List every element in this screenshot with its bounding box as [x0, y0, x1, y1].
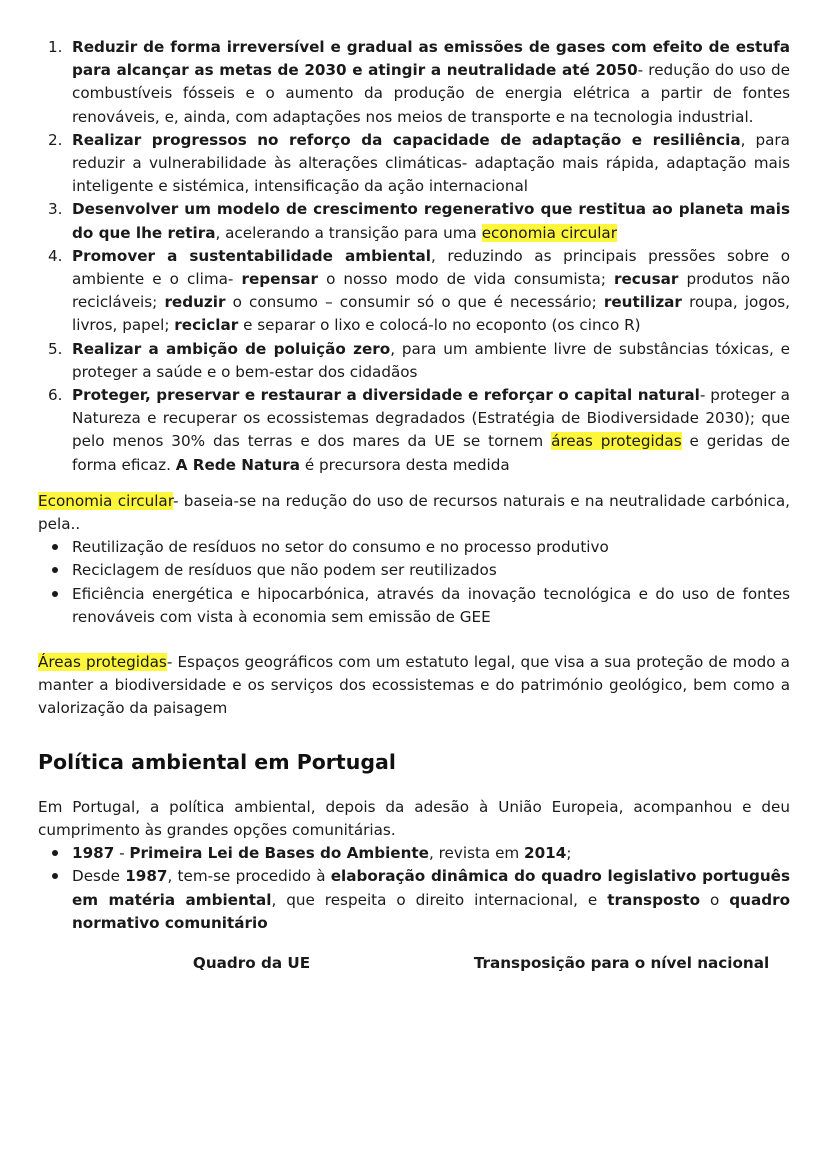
- bold-term: repensar: [241, 270, 319, 289]
- goal-item-4: [38, 245, 790, 338]
- list-item: [38, 559, 790, 582]
- list-item-text: , que respeita o direito internacional, e: [271, 890, 608, 909]
- goal-title: Realizar a ambição de poluição zero: [72, 339, 391, 358]
- bold-term: 1987: [72, 844, 115, 863]
- definition-text: - Espaços geográficos com um estatuto legal, que visa a sua proteção de modo a manter a biodiversidade e os serviços dos ecossistemas e do património geológico, bem como a valorização da paisagem: [38, 653, 790, 718]
- list-item-text: Reciclagem de resíduos que não podem ser reutilizados: [72, 561, 497, 580]
- list-item-text: , revista em: [428, 844, 525, 863]
- bullet-icon: [52, 544, 58, 550]
- circular-economy-definition: [38, 490, 790, 536]
- section-heading: Política ambiental em Portugal: [38, 749, 396, 774]
- goal-number: 2.: [48, 130, 63, 149]
- list-item: [38, 842, 790, 865]
- goal-title: Promover a sustentabilidade ambiental: [72, 246, 431, 265]
- protected-areas-definition: [38, 651, 790, 721]
- list-item-text: o: [700, 890, 730, 909]
- goals-list: [38, 36, 790, 477]
- goal-text: é precursora desta medida: [300, 455, 510, 474]
- goal-number: 3.: [48, 200, 63, 219]
- goal-text: o nosso modo de vida consumista;: [318, 270, 614, 289]
- goal-text: roupa, jogos, livros, papel;: [72, 293, 790, 335]
- list-item-text: ;: [566, 844, 572, 863]
- goal-title: Proteger, preservar e restaurar a diversidade e reforçar o capital natural: [72, 386, 700, 405]
- goal-text: , acelerando a transição para uma: [215, 223, 482, 242]
- portugal-intro: Em Portugal, a política ambiental, depois da adesão à União Europeia, acompanhou e deu cumprimento às grandes opções comunitárias.: [38, 797, 790, 839]
- portugal-list: [38, 842, 790, 935]
- column-header-eu: Quadro da UE: [192, 953, 311, 972]
- bullet-icon: [52, 873, 58, 879]
- bold-term: reduzir: [164, 293, 226, 312]
- list-item: [38, 583, 790, 629]
- goal-text: e geridas de forma eficaz.: [72, 432, 790, 474]
- column-header-national: Transposição para o nível nacional: [473, 953, 770, 972]
- bold-term: A Rede Natura: [175, 455, 301, 474]
- bold-term: reutilizar: [603, 293, 682, 312]
- bullet-icon: [52, 850, 58, 856]
- goal-item-2: [38, 129, 790, 199]
- goal-text: , para um ambiente livre de substâncias tóxicas, e proteger a saúde e o bem-estar dos cidadãos: [72, 339, 790, 381]
- column-headers: [38, 952, 790, 975]
- highlighted-term: Áreas protegidas: [38, 653, 167, 672]
- goal-item-6: [38, 384, 790, 477]
- list-item-text: , tem-se procedido à: [167, 867, 331, 886]
- bullet-icon: [52, 567, 58, 573]
- goal-text: - redução do uso de combustíveis fósseis e o aumento da produção de energia elétrica a partir de fontes renováveis, e, ainda, com adaptações nos meios de transporte e na tecnologia industrial.: [72, 61, 790, 126]
- goal-number: 1.: [48, 38, 63, 56]
- list-item-text: Eficiência energética e hipocarbónica, através da inovação tecnológica e do uso de fontes renováveis com vista à economia sem emissão de GEE: [72, 584, 790, 626]
- goal-text: , para reduzir a vulnerabilidade às alterações climáticas- adaptação mais rápida, adaptação mais inteligente e sistémica, intensificação da ação internacional: [72, 130, 790, 196]
- goal-item-5: [38, 338, 790, 384]
- highlighted-term: Economia circular: [38, 491, 173, 510]
- goal-item-1: [38, 36, 790, 129]
- bold-term: 2014: [524, 844, 567, 863]
- list-item-text: Reutilização de resíduos no setor do consumo e no processo produtivo: [72, 538, 609, 557]
- bold-term: quadro normativo comunitário: [72, 890, 791, 932]
- list-item-text: Desde: [72, 867, 126, 886]
- bold-term: elaboração dinâmica do quadro legislativo português em matéria ambiental: [72, 867, 790, 909]
- goal-text: produtos não recicláveis;: [72, 270, 790, 312]
- goal-text: o consumo – consumir só o que é necessário;: [225, 293, 604, 312]
- goal-text: - proteger a Natureza e recuperar os ecossistemas degradados (Estratégia de Biodiversidade 2030); que pelo menos 30% das terras e dos mares da UE se tornem: [72, 386, 790, 451]
- bold-term: recusar: [614, 270, 679, 289]
- goal-number: 4.: [48, 246, 63, 265]
- list-item: [38, 865, 790, 935]
- goal-text: e separar o lixo e colocá-lo no ecoponto (os cinco R): [238, 316, 641, 335]
- bold-term: reciclar: [174, 316, 239, 335]
- definition-text: - baseia-se na redução do uso de recursos naturais e na neutralidade carbónica, pela..: [38, 491, 790, 534]
- bold-term: Primeira Lei de Bases do Ambiente: [129, 844, 429, 863]
- list-item: [38, 536, 790, 559]
- goal-number: 6.: [48, 386, 63, 405]
- document-page: [38, 36, 790, 975]
- bold-term: 1987: [125, 867, 168, 886]
- goal-title: Realizar progressos no reforço da capacidade de adaptação e resiliência: [72, 130, 741, 149]
- goal-text: , reduzindo as principais pressões sobre o ambiente e o clima-: [72, 246, 790, 289]
- goal-title: Reduzir de forma irreversível e gradual as emissões de gases com efeito de estufa para alcançar as metas de 2030 e atingir a neutralidade até 2050: [72, 38, 790, 80]
- bullet-icon: [52, 591, 58, 597]
- highlighted-term: áreas protegidas: [551, 432, 682, 451]
- goal-number: 5.: [48, 339, 63, 358]
- list-item-text: -: [114, 844, 130, 863]
- highlighted-term: economia circular: [481, 223, 617, 242]
- bold-term: transposto: [607, 890, 701, 909]
- goal-title: Desenvolver um modelo de crescimento regenerativo que restitua ao planeta mais do que lhe retira: [72, 200, 790, 242]
- circular-economy-list: [38, 536, 790, 629]
- goal-item-3: [38, 198, 790, 244]
